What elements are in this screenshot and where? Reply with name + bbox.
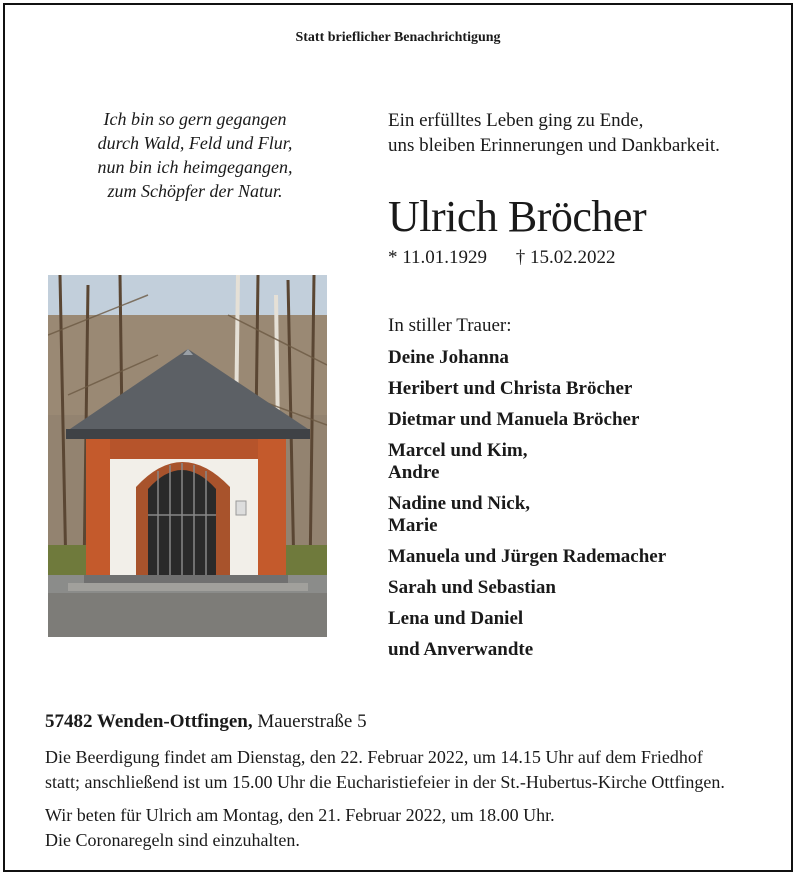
birth-date: * 11.01.1929 <box>388 247 488 268</box>
mourner: und Anverwandte <box>388 639 534 660</box>
mourner: Manuela und Jürgen Rademacher <box>388 546 667 567</box>
funeral-info <box>45 745 765 795</box>
intro-line: Ein erfülltes Leben ging zu Ende, <box>388 110 644 131</box>
intro-text <box>388 108 720 158</box>
mourner: Nadine und Nick, Marie <box>388 493 531 536</box>
mourner: Dietmar und Manuela Bröcher <box>388 409 640 430</box>
mourners-list <box>388 347 666 670</box>
mourner: Heribert und Christa Bröcher <box>388 378 633 399</box>
death-date: † 15.02.2022 <box>515 247 616 268</box>
notice-header: Statt brieflicher Benachrichtigung <box>295 30 501 45</box>
poem-line: zum Schöpfer der Natur. <box>107 181 283 201</box>
chapel-photo <box>48 275 327 637</box>
funeral-line: Die Beerdigung findet am Dienstag, den 22. Februar 2022, um 14.15 Uhr auf dem Friedhof <box>45 747 703 767</box>
intro-line: uns bleiben Erinnerungen und Dankbarkeit. <box>388 135 720 156</box>
mourner: Marcel und Kim, Andre <box>388 440 528 483</box>
obituary-notice <box>3 3 793 872</box>
deceased-name: Ulrich Bröcher <box>388 192 647 241</box>
mourner: Sarah und Sebastian <box>388 577 556 598</box>
prayer-line: Die Coronaregeln sind einzuhalten. <box>45 830 300 850</box>
mourner: Lena und Daniel <box>388 608 524 629</box>
poem-line: Ich bin so gern gegangen <box>103 109 287 129</box>
funeral-line: statt; anschließend ist um 15.00 Uhr die Eucharistiefeier in der St.-Hubertus-Kirche Ottfingen. <box>45 772 725 792</box>
prayer-line: Wir beten für Ulrich am Montag, den 21. Februar 2022, um 18.00 Uhr. <box>45 805 555 825</box>
poem <box>45 107 345 203</box>
mourning-label: In stiller Trauer: <box>388 315 512 336</box>
address-place: 57482 Wenden-Ottfingen, <box>45 711 253 732</box>
mourner: Deine Johanna <box>388 347 509 368</box>
address <box>45 711 367 733</box>
prayer-info <box>45 803 765 853</box>
poem-line: nun bin ich heimgegangen, <box>97 157 293 177</box>
life-dates <box>388 247 616 269</box>
poem-line: durch Wald, Feld und Flur, <box>97 133 293 153</box>
address-street: Mauerstraße 5 <box>257 711 367 732</box>
